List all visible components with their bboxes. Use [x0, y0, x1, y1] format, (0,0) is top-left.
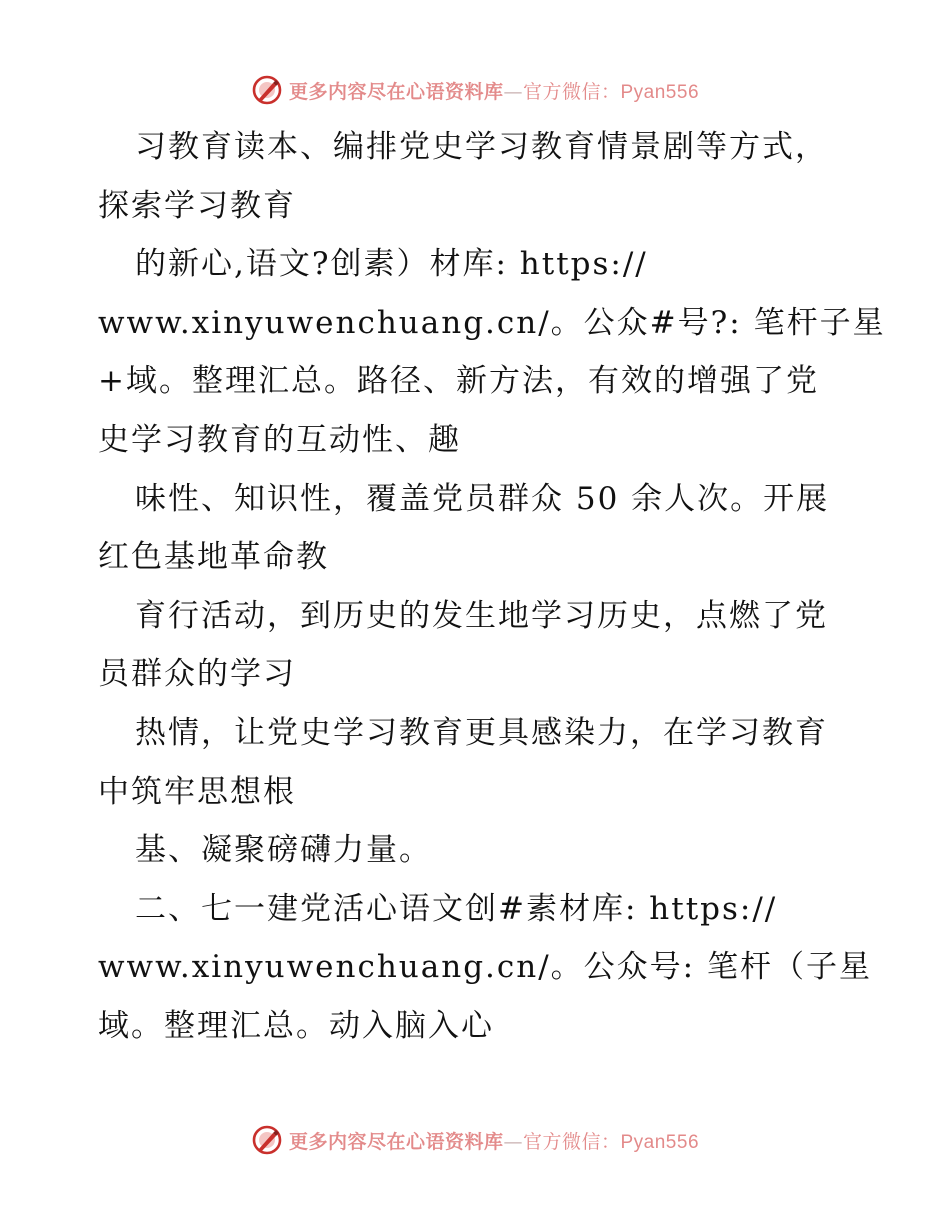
footer-banner	[0, 1120, 950, 1160]
banner-wechat-text: 官方微信：Pyan556	[523, 81, 700, 103]
text-line: 二、七一建党活心语文创#素材库: https://	[135, 890, 778, 927]
text-line: 红色基地革命教	[98, 539, 329, 576]
text-line: 史学习教育的互动性、趣	[98, 421, 461, 458]
banner-text	[289, 1127, 699, 1154]
text-line: 习教育读本、编排党史学习教育情景剧等方式，	[135, 129, 828, 165]
body-text	[98, 118, 886, 1056]
pen-seal-icon	[251, 1124, 283, 1156]
text-line: 中筑牢思想根	[98, 773, 296, 810]
text-line: 域。整理汇总。动入脑入心	[98, 1007, 494, 1044]
banner-main-text: 更多内容尽在心语资料库	[288, 80, 504, 103]
text-line: 味性、知识性，覆盖党员群众 50 余人次。开展	[135, 480, 830, 517]
text-line: +域。整理汇总。路径、新方法，有效的增强了党	[98, 363, 819, 400]
banner-dash: —	[503, 80, 523, 103]
text-line: 基、凝聚磅礴力量。	[135, 832, 432, 869]
text-line: www.xinyuwenchuang.cn/。公众#号?: 笔杆子星	[98, 304, 886, 341]
banner-wechat-text: 官方微信：Pyan556	[523, 1131, 700, 1153]
text-line: 热情，让党史学习教育更具感染力，在学习教育	[135, 714, 828, 751]
header-banner	[0, 70, 950, 110]
banner-dash: —	[503, 1130, 523, 1153]
banner-main-text: 更多内容尽在心语资料库	[288, 1130, 504, 1153]
text-line: 探索学习教育	[98, 187, 296, 224]
banner-text	[289, 77, 699, 104]
text-line: 员群众的学习	[98, 656, 296, 693]
pen-seal-icon	[251, 74, 283, 106]
text-line: 育行活动，到历史的发生地学习历史，点燃了党	[135, 597, 828, 634]
text-line: www.xinyuwenchuang.cn/。公众号: 笔杆（子星	[98, 949, 872, 986]
text-line: 的新心,语文?创素）材库: https://	[135, 246, 648, 283]
